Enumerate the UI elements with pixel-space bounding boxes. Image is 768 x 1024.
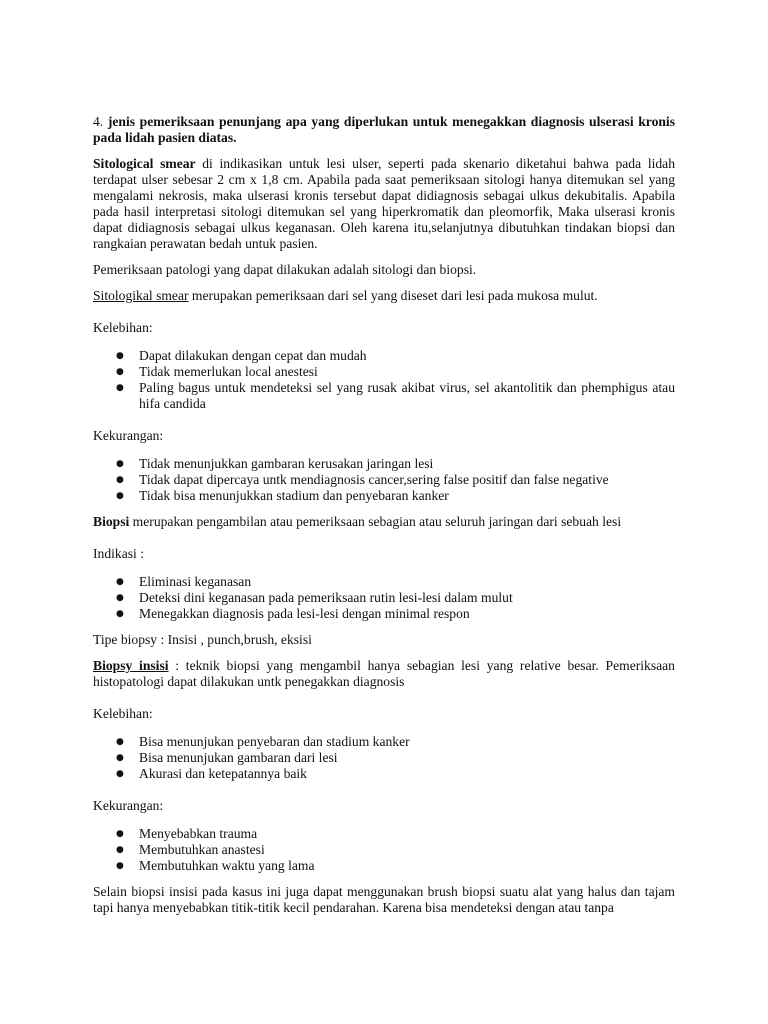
- exam-types-paragraph: Pemeriksaan patologi yang dapat dilakukan adalah sitologi dan biopsi.: [93, 262, 477, 277]
- list-item: ● Paling bagus untuk mendeteksi sel yang rusak akibat virus, sel akantolitik dan phemphigus atau hifa candida: [116, 380, 675, 411]
- incisional-cons-list: [93, 826, 675, 874]
- smear-pros-label: Kelebihan:: [93, 320, 153, 335]
- list-item: ● Akurasi dan ketepatannya baik: [116, 766, 307, 781]
- biopsy-definition: [93, 514, 675, 530]
- intro-paragraph: [93, 156, 675, 252]
- biopsy-types: Tipe biopsy : Insisi , punch,brush, eksisi: [93, 632, 312, 647]
- question-number: 4.: [93, 114, 104, 129]
- bullet-icon: ●: [116, 459, 124, 469]
- indications-list: [93, 574, 675, 622]
- smear-cons-label: Kekurangan:: [93, 428, 164, 443]
- incisional-term: Biopsy insisi: [93, 658, 169, 673]
- bullet-icon: ●: [116, 593, 124, 603]
- bullet-icon: ●: [116, 351, 124, 361]
- intro-term: Sitological smear: [93, 156, 196, 171]
- list-item: ● Deteksi dini keganasan pada pemeriksaan rutin lesi-lesi dalam mulut: [116, 590, 513, 605]
- bullet-icon: ●: [116, 769, 124, 779]
- bullet-icon: ●: [116, 829, 124, 839]
- bullet-icon: ●: [116, 609, 124, 619]
- incisional-definition-text: : teknik biopsi yang mengambil hanya sebagian lesi yang relative besar. Pemeriksaan histopatologi dapat dilakukan untk penegakkan diagnosis: [93, 658, 675, 689]
- bullet-icon: ●: [116, 383, 124, 393]
- question-text: jenis pemeriksaan penunjang apa yang diperlukan untuk menegakkan diagnosis ulserasi kronis pada lidah pasien diatas.: [93, 114, 675, 145]
- list-item: ● Tidak bisa menunjukkan stadium dan penyebaran kanker: [116, 488, 449, 503]
- list-item: ● Tidak memerlukan local anestesi: [116, 364, 318, 379]
- list-item: ● Membutuhkan anastesi: [116, 842, 265, 857]
- bullet-icon: ●: [116, 577, 124, 587]
- bullet-icon: ●: [116, 475, 124, 485]
- bullet-icon: ●: [116, 367, 124, 377]
- smear-definition-text: merupakan pemeriksaan dari sel yang diseset dari lesi pada mukosa mulut.: [188, 288, 598, 303]
- incisional-cons-label: Kekurangan:: [93, 798, 164, 813]
- bullet-icon: ●: [116, 845, 124, 855]
- bullet-icon: ●: [116, 737, 124, 747]
- biopsy-term: Biopsi: [93, 514, 130, 529]
- bullet-icon: ●: [116, 861, 124, 871]
- list-item: ● Bisa menunjukan penyebaran dan stadium kanker: [116, 734, 410, 749]
- document-page: [93, 114, 675, 926]
- list-item: ● Menyebabkan trauma: [116, 826, 258, 841]
- incisional-pros-label: Kelebihan:: [93, 706, 153, 721]
- closing-paragraph: Selain biopsi insisi pada kasus ini juga dapat menggunakan brush biopsi suatu alat yang halus dan tajam tapi hanya menyebabkan titik-titik kecil pendarahan. Karena bisa mendeteksi dengan atau tanpa: [93, 884, 675, 915]
- incisional-pros-list: [93, 734, 675, 782]
- bullet-icon: ●: [116, 491, 124, 501]
- list-item: ● Tidak dapat dipercaya untk mendiagnosis cancer,sering false positif dan false negative: [116, 472, 609, 487]
- list-item: ● Bisa menunjukan gambaran dari lesi: [116, 750, 338, 765]
- bullet-icon: ●: [116, 753, 124, 763]
- smear-pros-list: [93, 348, 675, 412]
- biopsy-definition-text: merupakan pengambilan atau pemeriksaan sebagian atau seluruh jaringan dari sebuah lesi: [129, 514, 622, 529]
- list-item: ● Tidak menunjukkan gambaran kerusakan jaringan lesi: [116, 456, 434, 471]
- smear-term: Sitologikal smear: [93, 288, 189, 303]
- question-heading: [93, 114, 675, 146]
- list-item: ● Menegakkan diagnosis pada lesi-lesi dengan minimal respon: [116, 606, 470, 621]
- indications-label: Indikasi :: [93, 546, 144, 561]
- list-item: ● Eliminasi keganasan: [116, 574, 252, 589]
- list-item: ● Membutuhkan waktu yang lama: [116, 858, 315, 873]
- smear-definition: [93, 288, 675, 304]
- intro-text: di indikasikan untuk lesi ulser, seperti pada skenario diketahui bahwa pada lidah terdapat ulser sebesar 2 cm x 1,8 cm. Apabila pada saat pemeriksaan sitologi hanya ditemukan sel yang mengalami nekrosis, maka ulserasi kronis tersebut dapat didiagnosis sebagai ulkus dekubitalis. Apabila pada hasil interpretasi sitologi ditemukan sel yang hiperkromatik dan pleomorfik, Maka ulserasi kronis dapat didiagnosis sebagai ulkus keganasan. Oleh karena itu,selanjutnya dibutuhkan tindakan biopsi dan rangkaian perawatan bedah untuk pasien.: [93, 156, 675, 251]
- list-item: ● Dapat dilakukan dengan cepat dan mudah: [116, 348, 367, 363]
- incisional-definition: [93, 658, 675, 690]
- smear-cons-list: [93, 456, 675, 504]
